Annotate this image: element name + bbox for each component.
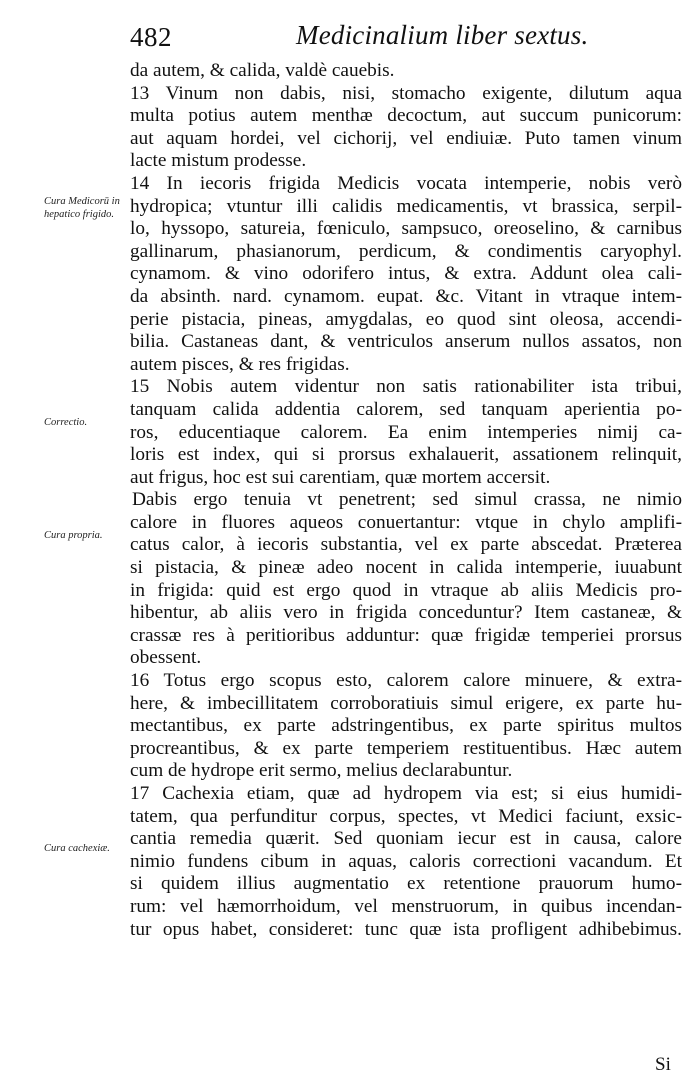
margin-note-cura-propria: Cura propria.	[44, 530, 103, 541]
text-line: bilia. Castaneas dant, & ventriculos anserum nullos assatos, non	[130, 331, 682, 353]
text-line: crassæ res à peritioribus adduntur: quæ frigidæ temperiei prorsus	[130, 624, 682, 646]
text-line: aut frigus, hoc est sui carentiam, quæ mortem accersit.	[130, 466, 551, 488]
margin-note-correctio: Correctio.	[44, 417, 88, 428]
text-line: autem pisces, & res frigidas.	[130, 353, 350, 375]
text-line: in frigida: quid est ergo quod in vtraque ab aliis Medicis pro-	[130, 579, 682, 601]
margin-note-cura-medicorum: Cura Medicorū in hepatico frigido.	[44, 196, 120, 220]
text-line: Dabis ergo tenuia vt penetrent; sed simul crassa, ne nimio	[132, 489, 682, 511]
page-number: 482	[130, 22, 172, 52]
body-text	[130, 60, 682, 941]
text-line: cantia remedia quærit. Sed quoniam iecur est in causa, calore	[130, 828, 682, 850]
text-line: gallinarum, phasianorum, perdicum, & condimentis caryophyl.	[130, 240, 682, 262]
text-line: da absinth. nard. cynamom. eupat. &c. Vitant in vtraque intem-	[130, 285, 682, 307]
text-line: tanquam calida addentia calorem, sed tanquam aperientia po-	[130, 398, 682, 420]
text-line: 13 Vinum non dabis, nisi, stomacho exigente, dilutum aqua	[130, 82, 682, 104]
text-line: da autem, & calida, valdè cauebis.	[130, 60, 395, 81]
text-line: hibentur, ab aliis vero in frigida conceduntur? Item castaneæ, &	[130, 602, 682, 624]
page-header	[0, 16, 700, 56]
text-line: aut aquam hordei, vel cichorij, vel endiuiæ. Puto tamen vinum	[130, 127, 682, 149]
text-line: ros, educentiaque calorem. Ea enim intemperies nimij ca-	[130, 421, 682, 443]
text-line: tatem, qua perfunditur corpus, spectes, vt Medici faciunt, exsic-	[130, 805, 682, 827]
text-line: tur opus habet, consideret: tunc quæ ista profligent adhibebimus.	[130, 918, 682, 940]
text-line: rum: vel hæmorrhoidum, vel menstruorum, in quibus incendan-	[130, 895, 682, 917]
text-line: 15 Nobis autem videntur non satis rationabiliter ista tribui,	[130, 376, 682, 398]
text-line: cum de hydrope erit sermo, melius declarabuntur.	[130, 760, 513, 782]
text-line: calore in fluores aqueos conuertantur: vtque in chylo amplifi-	[130, 511, 682, 533]
text-line: 14 In iecoris frigida Medicis vocata intemperie, nobis verò	[130, 172, 682, 194]
text-line: catus calor, à iecoris substantia, vel ex parte abscedat. Præterea	[130, 534, 682, 556]
text-line: mectantibus, ex parte adstringentibus, ex parte spiritus multos	[130, 715, 682, 737]
text-line: multa potius autem menthæ decoctum, aut succum punicorum:	[130, 105, 682, 127]
running-title: Medicinalium liber sextus.	[296, 20, 589, 50]
catchword: Si	[655, 1054, 671, 1075]
text-line: obessent.	[130, 647, 202, 669]
text-line: cynamom. & vino odorifero intus, & extra. Addunt olea cali-	[130, 263, 682, 285]
text-line: 16 Totus ergo scopus esto, calorem calore minuere, & extra-	[130, 670, 682, 692]
text-line: perie pistacia, pineas, amygdalas, eo quod sint oleosa, accendi-	[130, 308, 682, 330]
text-line: si pistacia, & pineæ adeo nocent in calida intemperie, iuuabunt	[130, 557, 682, 579]
text-line: nimio fundens cibum in aquas, caloris correctioni vacandum. Et	[130, 850, 682, 872]
text-line: here, & imbecillitatem corroboratiuis simul erigere, ex parte hu-	[130, 692, 682, 714]
text-line: hydropica; vtuntur illi calidis medicamentis, vt brassica, serpil-	[130, 195, 682, 217]
text-line: si quidem illius augmentatio ex retentione prauorum humo-	[130, 873, 682, 895]
margin-note-cura-cachexiae: Cura cachexiæ.	[44, 843, 110, 854]
text-line: 17 Cachexia etiam, quæ ad hydropem via est; si eius humidi-	[130, 783, 682, 804]
text-line: lo, hyssopo, satureia, fœniculo, sampsuco, oreoselino, & carnibus	[130, 218, 682, 240]
text-line: loris est index, qui si prorsus exhalauerit, assationem relinquit,	[130, 444, 682, 466]
text-line: procreantibus, & ex parte temperiem restituentibus. Hæc autem	[130, 737, 682, 759]
text-line: lacte mistum prodesse.	[130, 150, 307, 172]
